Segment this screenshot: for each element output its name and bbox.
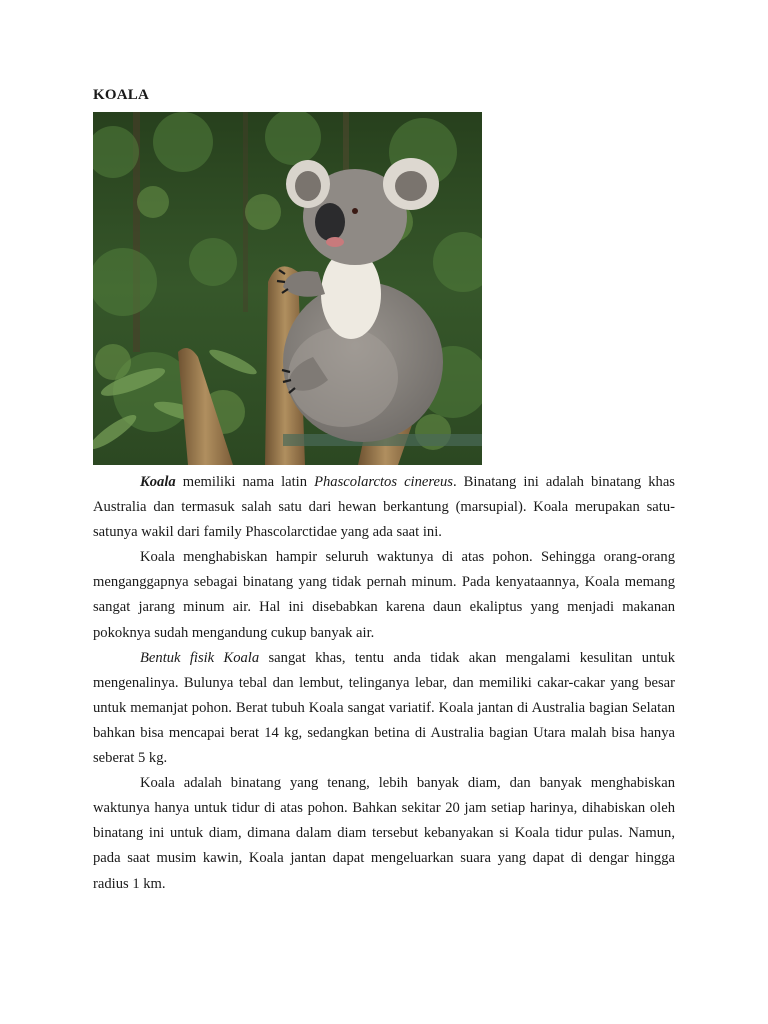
article-body [93,470,675,897]
paragraph-1-text-a: memiliki nama latin [175,474,315,490]
page-title: KOALA [93,87,150,103]
koala-photo [93,112,482,465]
paragraph-4: Koala adalah binatang yang tenang, lebih banyak diam, dan banyak menghabiskan waktunya hanya untuk tidur di atas pohon. Bahkan sekitar 20 jam setiap harinya, dihabiskan oleh binatang ini untuk diam, dimana dalam diam tersebut kebanyakan si Koala tidur pulas. Namun, pada saat musim kawin, Koala jantan dapat mengeluarkan suara yang dapat di dengar hingga radius 1 km. [93,775,675,892]
paragraph-2: Koala menghabiskan hampir seluruh waktunya di atas pohon. Sehingga orang-orang menganggapnya sebagai binatang yang tidak pernah minum. Pada kenyataannya, Koala memang sangat jarang minum air. Hal ini disebabkan karena daun ekaliptus yang menjadi makanan pokoknya sudah mengandung cukup banyak air. [93,549,675,641]
term-koala: Koala [140,474,176,490]
paragraph-3-text: sangat khas, tentu anda tidak akan mengalami kesulitan untuk mengenalinya. Bulunya tebal dan lembut, telinganya lebar, dan memiliki cakar-cakar yang besar untuk memanjat pohon. Berat tubuh Koala sangat variatif. Koala jantan di Australia bagian Selatan bahkan bisa mencapai berat 14 kg, sedangkan betina di Australia bagian Utara malah bisa hanya seberat 5 kg. [93,649,675,767]
latin-name: Phascolarctos cinereus [314,474,453,490]
paragraph-1-text-b: . Binatang ini adalah binatang khas Australia dan termasuk salah satu dari hewan berkantung (marsupial). Koala merupakan satu-satunya wakil dari family Phascolarctidae yang ada saat ini. [93,474,675,541]
physical-form-lead: Bentuk fisik Koala [140,649,260,666]
paragraph-1 [93,470,675,545]
paragraph-3 [93,646,675,771]
